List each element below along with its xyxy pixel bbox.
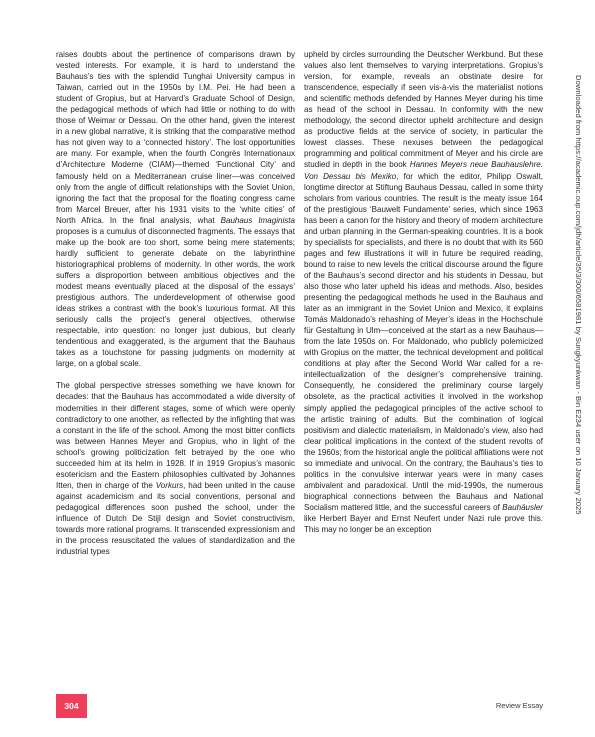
- running-head: Review Essay: [495, 701, 543, 710]
- text-run: , for which the editor, Philipp Oswalt, longtime director at Stiftung Bauhaus Dessau, called in some thirty scholars from various countries. The result is the meaty issue 164 of the prestigious ‘Bauwelt Fundamente’ series, which since 1963 has been a canon for the history and theory of modern architecture and urban planning in the German-speaking countries. It is a book by specialists for specialists, and there is no doubt that with its 560 pages and few illustrations it will in future be required reading, bound to raise to new levels the critical discourse around the figure of the Bauhaus’s second director and his students in Dessau, but also those who later upheld his ideas and methods. Also, besides presenting the pedagogical methods he used in the Bauhaus and later as an immigrant in the Soviet Union and Mexico, it explains Tomás Maldonado’s rehashing of Meyer’s ideas in the Hochschule für Gestaltung in Ulm—conceived at the start as a new Bauhaus—from the late 1950s on. For Maldonado, who publicly polemicized with Gropius on the matter, the technical development and political conditions at play after the Second World War called for a re-intellectualization of the designer’s comprehensive training. Consequently, he considered the preliminary course largely obsolete, as the practical activities it involved in the workshop simply applied the pedagogical principles of the active school to the artistic training of adults. But the combination of logical positivism and dialectic materialism, in Maldonado’s view, also had clear political implications in the context of the student revolts of the 1960s; from the historical angle the political affiliations were not so immediate and univocal. On the contrary, the Bauhaus’s ties to politics in the convulsive interwar years were in many cases ambivalent and paradoxical. Until the mid-1990s, the numerous biographical connections between the Bauhaus and National Socialism mattered little, and the successful careers of: [304, 171, 543, 512]
- text-run: The global perspective stresses something we have known for decades: that the Bauhaus has accommodated a wide diversity of modernities in their different stages, some of which were openly contradictory to one another, as reflected by the infighting that was a constant in the life of the school. Among the most bitter conflicts was between Hannes Meyer and Gropius, who in light of the school’s growing politicization felt betrayed by the one who succeeded him at its helm in 1928. If in 1919 Gropius’s masonic esotericism and the Eastern philosophies cultivated by Johannes Itten, then in charge of the: [56, 381, 295, 490]
- text-run: proposes is a cumulus of disconnected fragments. The essays that make up the book are too short, some being mere statements; hardly sufficient to generate debate on the labyrinthine historiographical problems of modernity. In other words, the work suffers a disproportion between ambitious objectives and the modest means eventually placed at the disposal of the essays’ prestigious authors. The underdevelopment of otherwise good ideas strikes a contrast with the book’s luxurious format. All this seriously calls the project’s general objectives, otherwise respectable, into question: no longer just dubious, but clearly tendentious and exaggerated, is the argument that the Bauhaus takes as a touchstone for passing judgments on modernity at large, on a global scale.: [56, 226, 295, 369]
- download-watermark: Downloaded from https://academic.oup.com/jdh/article/35/3/300/6581981 by Sungkyunkwan - Bin E234 user on 10 January 2025: [574, 75, 583, 515]
- paragraph: [304, 49, 543, 535]
- text-run: upheld by circles surrounding the Deutscher Werkbund. But these values also lent themselves to varying interpretations. Gropius’s version, for example, reveals an obstinate desire for transcendence, especially if seen vis-à-vis the materialist notions and scientific methods defended by Hannes Meyer during his time as head of the school in Dessau. In conformity with the new methodology, the second director upheld architecture and design as productive fields at the service of society, in particular the lowest classes. These nexuses between the pedagogical programming and political commitment of Meyer and his circle are studied in depth in the book: [304, 50, 543, 170]
- paragraph: [56, 380, 295, 557]
- text-run: raises doubts about the pertinence of comparisons drawn by vested interests. For example, it is hard to understand the Bauhaus’s ties with the splendid Tunghai University campus in Taiwan, carried out in the 1950s by I.M. Pei. He had been a student of Gropius, but at Harvard’s Graduate School of Design, the pedagogical methods of which had little or nothing to do with those of Weimar or Dessau. On the other hand, given the interest in a new global narrative, it is striking that the comparative method has not given way to a ‘connected history’. The lost opportunities are many. For example, when the fourth Congrès Internationaux d’Architecture Moderne (CIAM)—themed ‘Functional City’ and famously held on a Mediterranean cruise liner—was conceived only from the angle of difficult relationships with the Soviet Union, ignoring the fact that the proposal for the floating congress came from Marcel Breuer, after his 1931 visits to the ‘white cities’ of North Africa. In the final analysis, what: [56, 50, 295, 225]
- text-run: , had been united in the cause against academicism and its social conventions, personal and pedagogical differences soon pushed the school, under the influence of Dutch De Stijl design and Soviet constructivism, towards more rational programs. It transcended expressionism and in the process resuscitated the values of standardization and the industrial types: [56, 480, 295, 557]
- italic-title-bauhaus-imaginista: Bauhaus Imaginista: [220, 215, 295, 225]
- italic-term-vorkurs: Vorkurs: [155, 480, 184, 490]
- italic-book-title: Hannes Meyers neue Bauhauslehre. Von Dessau bis Mexiko: [304, 160, 543, 181]
- paragraph: [56, 49, 295, 369]
- left-text-column: [56, 49, 295, 557]
- page-number-badge: 304: [56, 694, 87, 718]
- text-run: like Herbert Bayer and Ernst Neufert under Nazi rule prove this. This may no longer be an exception: [304, 513, 543, 535]
- italic-term-bauhausler: Bauhäusler: [502, 502, 543, 512]
- right-text-column: [304, 49, 543, 535]
